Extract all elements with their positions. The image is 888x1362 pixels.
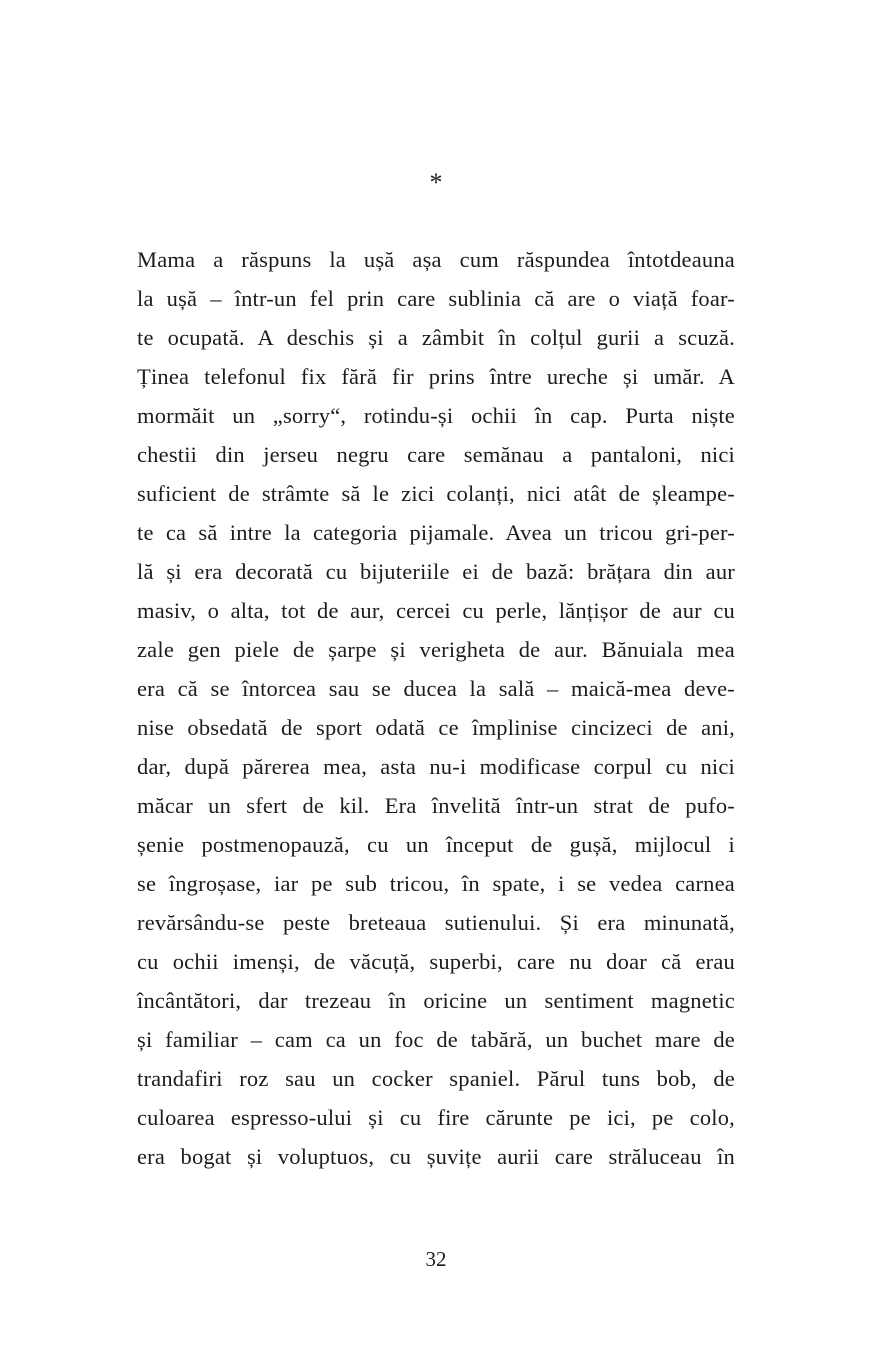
text-line: zale gen piele de șarpe și verigheta de aur. Bănuiala mea <box>137 637 735 662</box>
text-line: se îngroșase, iar pe sub tricou, în spate, i se vedea carnea <box>137 871 735 896</box>
text-line: cu ochii imenși, de văcuță, superbi, care nu doar că erau <box>137 949 735 974</box>
text-line: nise obsedată de sport odată ce împlinise cincizeci de ani, <box>137 715 735 740</box>
section-separator: * <box>429 168 443 197</box>
text-line: suficient de strâmte să le zici colanți, nici atât de șleampe- <box>137 481 735 506</box>
text-line: lă și era decorată cu bijuteriile ei de bază: brățara din aur <box>137 559 735 584</box>
text-line: revărsându-se peste breteaua sutienului. Și era minunată, <box>137 910 735 935</box>
text-block <box>137 240 735 1176</box>
page-number: 32 <box>425 1247 447 1271</box>
text-line: era bogat și voluptuos, cu șuvițe aurii care străluceau în <box>137 1144 735 1169</box>
text-line: te ocupată. A deschis și a zâmbit în colțul gurii a scuză. <box>137 325 735 350</box>
text-line: șenie postmenopauză, cu un început de gușă, mijlocul i <box>137 832 735 857</box>
text-line: era că se întorcea sau se ducea la sală – maică-mea deve- <box>137 676 735 701</box>
text-line: măcar un sfert de kil. Era învelită într-un strat de pufo- <box>137 793 735 818</box>
text-line: la ușă – într-un fel prin care sublinia că are o viață foar- <box>137 286 735 311</box>
text-line: masiv, o alta, tot de aur, cercei cu perle, lănțișor de aur cu <box>137 598 735 623</box>
text-line: dar, după părerea mea, asta nu-i modificase corpul cu nici <box>137 754 735 779</box>
text-line: chestii din jerseu negru care semănau a pantaloni, nici <box>137 442 735 467</box>
text-line: mormăit un „sorry“, rotindu-și ochii în cap. Purta niște <box>137 403 735 428</box>
text-line: trandafiri roz sau un cocker spaniel. Părul tuns bob, de <box>137 1066 735 1091</box>
text-line: culoarea espresso-ului și cu fire cărunte pe ici, pe colo, <box>137 1105 735 1130</box>
text-line: te ca să intre la categoria pijamale. Avea un tricou gri-per- <box>137 520 735 545</box>
text-line: Mama a răspuns la ușă așa cum răspundea întotdeauna <box>137 247 735 272</box>
text-line: încântători, dar trezeau în oricine un sentiment magnetic <box>137 988 735 1013</box>
text-line: și familiar – cam ca un foc de tabără, un buchet mare de <box>137 1027 735 1052</box>
text-line: Ținea telefonul fix fără fir prins între ureche și umăr. A <box>137 364 735 389</box>
